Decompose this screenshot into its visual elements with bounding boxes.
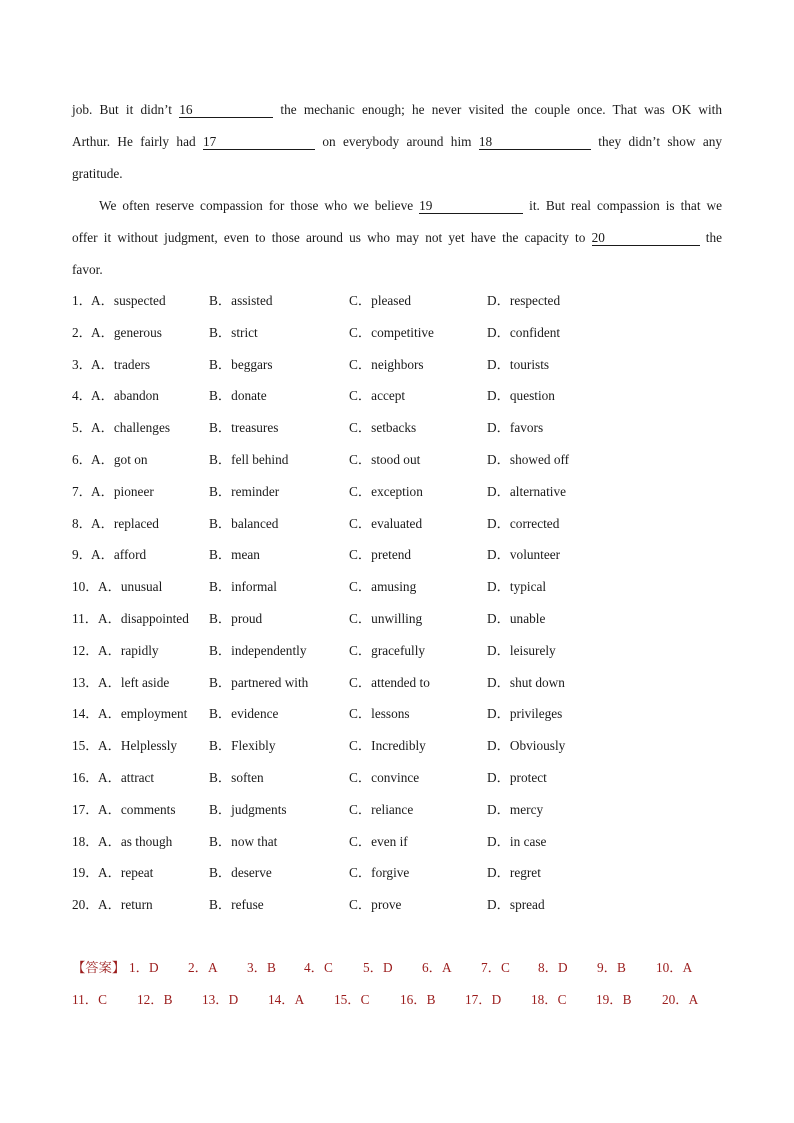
option-b[interactable]: B．now that xyxy=(209,833,278,849)
passage-fragment: Arthur. He fairly had xyxy=(72,134,196,149)
option-d[interactable]: D．question xyxy=(487,388,555,404)
option-a[interactable]: A．repeat xyxy=(98,865,154,881)
option-d[interactable]: D．respected xyxy=(487,293,561,308)
option-c[interactable]: C．pleased xyxy=(349,293,412,308)
option-d[interactable]: D．favors xyxy=(487,420,544,436)
question-row xyxy=(72,417,722,449)
answer-item: 2．A xyxy=(188,960,218,975)
option-d[interactable]: D．Obviously xyxy=(487,738,566,754)
option-b[interactable]: B．informal xyxy=(209,579,277,595)
question-row xyxy=(72,672,722,704)
answer-item: 16．B xyxy=(400,992,436,1007)
answer-item: 7．C xyxy=(481,960,510,975)
question-options-list xyxy=(72,290,722,926)
passage-fragment: on everybody around him xyxy=(322,134,472,149)
question-number: 6． xyxy=(72,451,92,467)
answer-item: 3．B xyxy=(247,960,276,975)
answer-item: 9．B xyxy=(597,960,626,975)
blank-19[interactable]: 19 xyxy=(419,198,523,214)
passage-fragment: the xyxy=(705,230,722,245)
question-row xyxy=(72,481,722,513)
answer-item: 11．C xyxy=(72,992,107,1007)
option-c[interactable]: C．stood out xyxy=(349,451,421,467)
answer-item: 1．D xyxy=(129,960,159,975)
option-d[interactable]: D．in case xyxy=(487,833,547,849)
question-number: 7． xyxy=(72,483,92,499)
option-b[interactable]: B．treasures xyxy=(209,420,279,436)
answer-item: 15．C xyxy=(334,992,370,1007)
option-b[interactable]: B．evidence xyxy=(209,706,279,722)
option-b[interactable]: B．soften xyxy=(209,769,264,785)
option-a[interactable]: A．comments xyxy=(98,801,176,817)
option-a[interactable]: A．left aside xyxy=(98,674,170,690)
question-row xyxy=(72,767,722,799)
passage-fragment: gratitude. xyxy=(72,166,123,181)
answer-item: 4．C xyxy=(304,960,333,975)
option-b[interactable]: B．deserve xyxy=(209,865,272,881)
answer-item: 13．D xyxy=(202,992,239,1007)
option-a[interactable]: A．attract xyxy=(98,769,155,785)
question-number: 18． xyxy=(72,833,99,849)
question-number: 8． xyxy=(72,515,92,531)
answer-key xyxy=(72,957,722,1021)
option-b[interactable]: B．refuse xyxy=(209,897,264,913)
passage-fragment: offer it without judgment, even to those around us who may not yet have the capacity to xyxy=(72,230,586,245)
option-c[interactable]: C．gracefully xyxy=(349,642,426,658)
option-a[interactable]: A．got on xyxy=(91,451,148,467)
option-d[interactable]: D．typical xyxy=(487,579,547,595)
passage-fragment: favor. xyxy=(72,262,103,277)
option-a[interactable]: A．abandon xyxy=(91,388,159,404)
question-row xyxy=(72,608,722,640)
question-row xyxy=(72,703,722,735)
option-b[interactable]: B．reminder xyxy=(209,483,280,499)
option-b[interactable]: B．balanced xyxy=(209,515,279,531)
option-c[interactable]: C．lessons xyxy=(349,706,410,722)
question-row xyxy=(72,385,722,417)
option-b[interactable]: B．partnered with xyxy=(209,674,309,690)
question-row xyxy=(72,322,722,354)
blank-18[interactable]: 18 xyxy=(479,134,591,150)
option-d[interactable]: D．confident xyxy=(487,324,561,340)
question-row xyxy=(72,290,722,322)
blank-17[interactable]: 17 xyxy=(203,134,315,150)
question-row xyxy=(72,544,722,576)
option-b[interactable]: B．donate xyxy=(209,388,267,404)
option-d[interactable]: D．unable xyxy=(487,610,546,626)
question-number: 13． xyxy=(72,674,99,690)
option-c[interactable]: C．pretend xyxy=(349,547,412,563)
option-d[interactable]: D．tourists xyxy=(487,356,550,372)
option-c[interactable]: C．exception xyxy=(349,483,423,499)
option-a[interactable]: A．replaced xyxy=(91,515,159,531)
question-number: 12． xyxy=(72,642,99,658)
question-row xyxy=(72,735,722,767)
option-a[interactable]: A．employment xyxy=(98,706,188,722)
question-row xyxy=(72,513,722,545)
blank-16[interactable]: 16 xyxy=(179,102,273,118)
question-row xyxy=(72,576,722,608)
answer-item: 19．B xyxy=(596,992,632,1007)
passage-fragment: it. But real compassion is that we xyxy=(529,198,723,213)
question-row xyxy=(72,354,722,386)
option-a[interactable]: A．afford xyxy=(91,547,147,563)
question-number: 16． xyxy=(72,769,99,785)
answer-row xyxy=(72,957,722,989)
option-a[interactable]: A．suspected xyxy=(91,293,166,308)
question-number: 10． xyxy=(72,579,99,595)
option-d[interactable]: D．privileges xyxy=(487,706,563,722)
answer-item: 8．D xyxy=(538,960,568,975)
option-b[interactable]: B．Flexibly xyxy=(209,738,276,754)
option-c[interactable]: C．unwilling xyxy=(349,610,423,626)
answer-item: 17．D xyxy=(465,992,502,1007)
passage-line xyxy=(72,259,722,281)
passage-text xyxy=(72,99,722,281)
option-c[interactable]: C．Incredibly xyxy=(349,738,426,754)
option-d[interactable]: D．volunteer xyxy=(487,547,561,563)
option-b[interactable]: B．independently xyxy=(209,642,307,658)
option-c[interactable]: C．competitive xyxy=(349,324,434,340)
passage-fragment: the mechanic enough; he never visited the couple once. That was OK with xyxy=(280,102,723,117)
answer-row xyxy=(72,989,722,1021)
option-c[interactable]: C．neighbors xyxy=(349,356,424,372)
question-row xyxy=(72,799,722,831)
option-c[interactable]: C．amusing xyxy=(349,579,417,595)
question-number: 1． xyxy=(72,293,92,308)
option-c[interactable]: C．reliance xyxy=(349,801,414,817)
option-a[interactable]: A．return xyxy=(98,897,153,913)
question-number: 4． xyxy=(72,388,92,404)
option-d[interactable]: D．shut down xyxy=(487,674,565,690)
option-a[interactable]: A．rapidly xyxy=(98,642,159,658)
answer-item: 20．A xyxy=(662,992,699,1007)
question-number: 2． xyxy=(72,324,92,340)
passage-fragment: job. But it didn’t xyxy=(72,102,173,117)
answer-item: 5．D xyxy=(363,960,393,975)
question-row xyxy=(72,640,722,672)
option-a[interactable]: A．disappointed xyxy=(98,610,189,626)
option-c[interactable]: C．attended to xyxy=(349,674,430,690)
option-d[interactable]: D．regret xyxy=(487,865,541,881)
answer-item: 10．A xyxy=(656,960,693,975)
question-number: 14． xyxy=(72,706,99,722)
question-number: 5． xyxy=(72,420,92,436)
option-a[interactable]: A．pioneer xyxy=(91,483,154,499)
passage-fragment: they didn’t show any xyxy=(598,134,723,149)
option-c[interactable]: C．setbacks xyxy=(349,420,417,436)
option-b[interactable]: B．mean xyxy=(209,547,260,563)
option-a[interactable]: A．generous xyxy=(91,324,162,340)
option-b[interactable]: B．strict xyxy=(209,324,258,340)
question-number: 11． xyxy=(72,610,99,626)
option-c[interactable]: C．evaluated xyxy=(349,515,423,531)
answer-label: 【答案】 xyxy=(72,960,126,975)
answer-item: 6．A xyxy=(422,960,452,975)
question-row xyxy=(72,449,722,481)
option-d[interactable]: D．spread xyxy=(487,897,545,913)
option-c[interactable]: C．forgive xyxy=(349,865,410,881)
blank-20[interactable]: 20 xyxy=(592,230,700,246)
answer-item: 14．A xyxy=(268,992,305,1007)
question-number: 17． xyxy=(72,801,99,817)
question-number: 15． xyxy=(72,738,99,754)
option-a[interactable]: A．Helplessly xyxy=(98,738,178,754)
option-a[interactable]: A．as though xyxy=(98,833,173,849)
option-a[interactable]: A．traders xyxy=(91,356,151,372)
option-a[interactable]: A．unusual xyxy=(98,579,163,595)
question-number: 19． xyxy=(72,865,99,881)
option-c[interactable]: C．prove xyxy=(349,897,402,913)
option-b[interactable]: B．fell behind xyxy=(209,451,289,467)
option-b[interactable]: B．assisted xyxy=(209,293,273,308)
option-d[interactable]: D．corrected xyxy=(487,515,560,531)
option-a[interactable]: A．challenges xyxy=(91,420,171,436)
question-row xyxy=(72,862,722,894)
question-row xyxy=(72,894,722,926)
answer-item: 18．C xyxy=(531,992,567,1007)
option-d[interactable]: D．alternative xyxy=(487,483,567,499)
question-number: 3． xyxy=(72,356,92,372)
answer-item: 12．B xyxy=(137,992,173,1007)
passage-line xyxy=(72,163,722,195)
option-c[interactable]: C．even if xyxy=(349,833,408,849)
passage-line xyxy=(72,195,722,227)
option-b[interactable]: B．judgments xyxy=(209,801,287,817)
passage-fragment: We often reserve compassion for those who we believe xyxy=(99,198,414,213)
option-c[interactable]: C．accept xyxy=(349,388,406,404)
option-b[interactable]: B．beggars xyxy=(209,356,273,372)
question-row xyxy=(72,831,722,863)
question-number: 9． xyxy=(72,547,92,563)
option-d[interactable]: D．protect xyxy=(487,769,547,785)
option-b[interactable]: B．proud xyxy=(209,610,263,626)
question-number: 20． xyxy=(72,897,99,913)
passage-line xyxy=(72,227,722,259)
option-d[interactable]: D．showed off xyxy=(487,451,570,467)
option-d[interactable]: D．leisurely xyxy=(487,642,556,658)
passage-line xyxy=(72,131,722,163)
passage-line xyxy=(72,99,722,131)
option-d[interactable]: D．mercy xyxy=(487,801,544,817)
option-c[interactable]: C．convince xyxy=(349,769,420,785)
